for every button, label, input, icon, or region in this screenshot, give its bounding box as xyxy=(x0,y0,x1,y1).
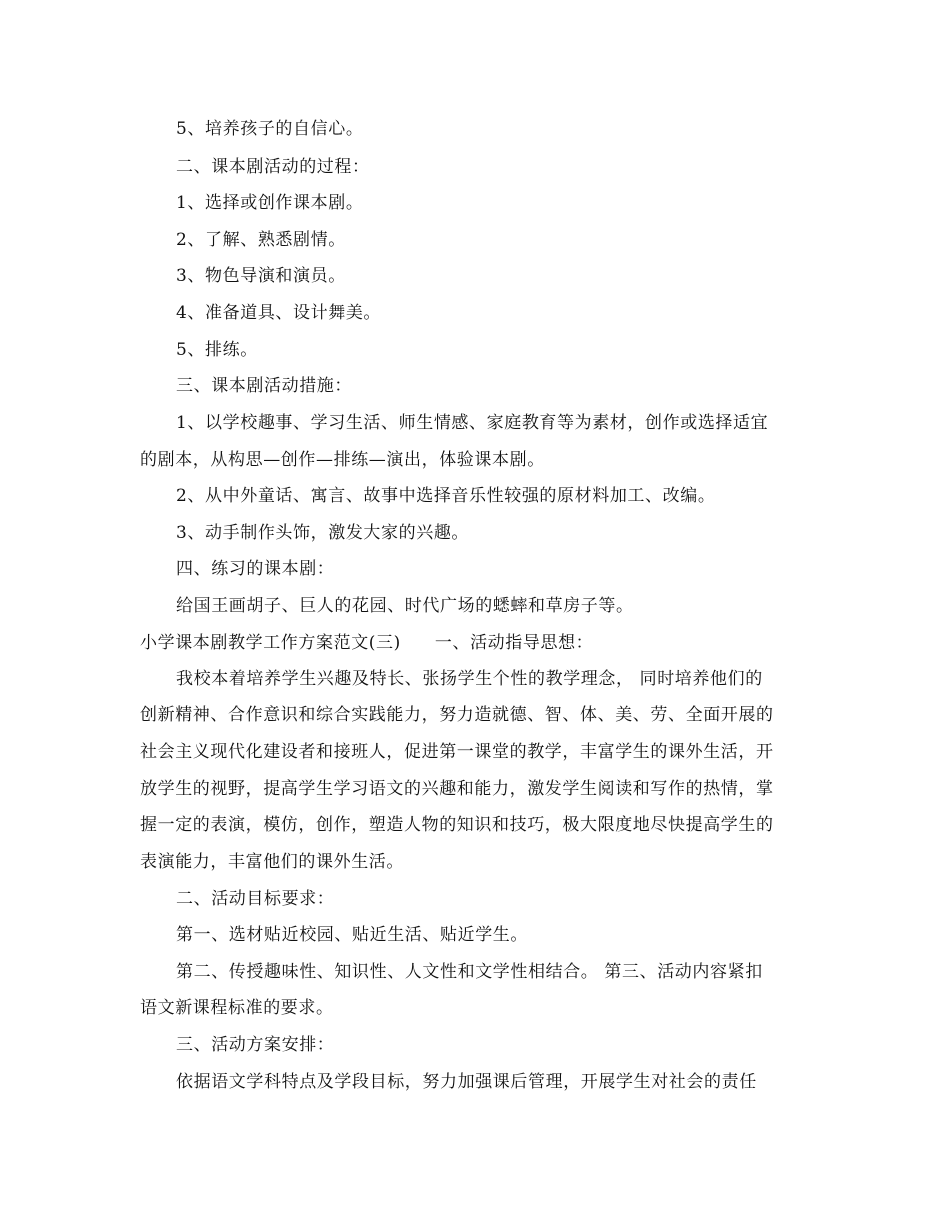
section-heading: 四、练习的课本剧： xyxy=(176,559,335,579)
paragraph-line: 的剧本，从构思—创作—排练—演出，体验课本剧。 xyxy=(140,450,545,470)
list-item: 5、排练。 xyxy=(176,340,258,360)
list-item: 5、培养孩子的自信心。 xyxy=(176,119,364,139)
list-item: 4、准备道具、设计舞美。 xyxy=(176,303,382,323)
paragraph-line: 握一定的表演，模仿，创作，塑造人物的知识和技巧，极大限度地尽快提高学生的 xyxy=(140,815,774,835)
list-item: 3、物色导演和演员。 xyxy=(176,266,346,286)
paragraph-line: 第一、选材贴近校园、贴近生活、贴近学生。 xyxy=(176,925,528,945)
paragraph-line: 第二、传授趣味性、知识性、人文性和文学性相结合。 第三、活动内容紧扣 xyxy=(176,962,763,982)
document-title-line xyxy=(140,632,593,654)
paragraph-line: 给国王画胡子、巨人的花园、时代广场的蟋蟀和草房子等。 xyxy=(176,596,634,616)
paragraph-line: 创新精神、合作意识和综合实践能力，努力造就德、智、体、美、劳、全面开展的 xyxy=(140,705,774,725)
paragraph-line: 放学生的视野，提高学生学习语文的兴趣和能力，激发学生阅读和写作的热情，掌 xyxy=(140,779,774,799)
section-heading: 三、活动方案安排： xyxy=(176,1035,335,1055)
list-item: 2、了解、熟悉剧情。 xyxy=(176,230,346,250)
paragraph-line: 表演能力，丰富他们的课外生活。 xyxy=(140,852,404,872)
list-item: 3、动手制作头饰，激发大家的兴趣。 xyxy=(176,523,470,543)
list-item: 2、从中外童话、寓言、故事中选择音乐性较强的原材料加工、改编。 xyxy=(176,486,716,506)
section-heading: 二、活动目标要求： xyxy=(176,889,335,909)
list-item: 1、选择或创作课本剧。 xyxy=(176,193,364,213)
paragraph-line: 1、以学校趣事、学习生活、师生情感、家庭教育等为素材，创作或选择适宜 xyxy=(176,413,769,433)
document-title: 小学课本剧教学工作方案范文(三) xyxy=(140,633,401,653)
section-heading: 一、活动指导思想： xyxy=(434,633,594,653)
section-heading: 二、课本剧活动的过程： xyxy=(176,157,370,177)
paragraph-line: 依据语文学科特点及学段目标，努力加强课后管理，开展学生对社会的责任 xyxy=(176,1072,757,1092)
paragraph-line: 语文新课程标准的要求。 xyxy=(140,998,334,1018)
paragraph-line: 社会主义现代化建设者和接班人，促进第一课堂的教学，丰富学生的课外生活，开 xyxy=(140,742,774,762)
section-heading: 三、课本剧活动措施： xyxy=(176,376,352,396)
paragraph-line: 我校本着培养学生兴趣及特长、张扬学生个性的教学理念， 同时培养他们的 xyxy=(176,669,763,689)
